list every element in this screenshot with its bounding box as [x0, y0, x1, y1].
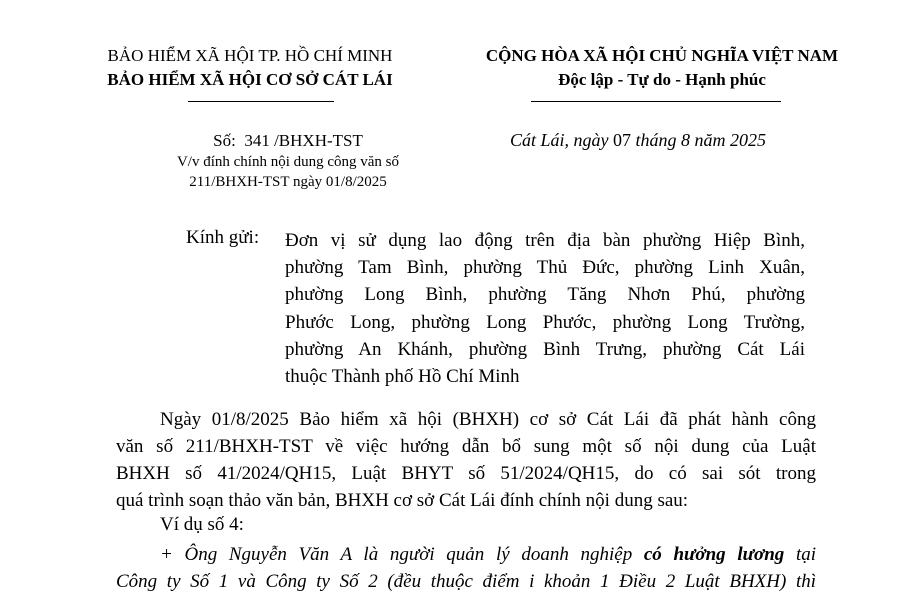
issue-date	[510, 130, 766, 151]
document-number-suffix: /BHXH-TST	[274, 131, 363, 150]
addressee-line: phường An Khánh, phường Bình Trưng, phường Cát Lái	[285, 338, 805, 360]
agency-name: BẢO HIỂM XÃ HỘI CƠ SỞ CÁT LÁI	[107, 70, 393, 89]
paragraph-line: văn số 211/BHXH-TST về việc hướng dẫn bổ sung một số nội dung của Luật	[116, 436, 816, 457]
example-line-2: Công ty Số 1 và Công ty Số 2 (đều thuộc điểm i khoản 1 Điều 2 Luật BHXH) thì	[116, 571, 816, 592]
number-label: Số:	[213, 131, 236, 150]
addressee-line: Phước Long, phường Long Phước, phường Long Trường,	[285, 311, 805, 333]
document-reference	[108, 130, 468, 192]
addressee-block	[285, 227, 805, 390]
addressee-label: Kính gửi:	[186, 227, 260, 248]
paragraph-line: Ngày 01/8/2025 Bảo hiểm xã hội (BHXH) cơ sở Cát Lái đã phát hành công	[160, 409, 816, 430]
date-day: 07	[613, 130, 632, 150]
document-number: 341	[244, 131, 270, 150]
agency-underline	[188, 101, 334, 102]
date-rest: tháng 8 năm 2025	[635, 130, 767, 150]
addressee-line: phường Long Bình, phường Tăng Nhơn Phú, phường	[285, 284, 805, 306]
example-line-1	[116, 541, 816, 568]
national-header	[452, 44, 872, 92]
agency-parent-name: BẢO HIỂM XÃ HỘI TP. HỒ CHÍ MINH	[107, 46, 393, 65]
body-paragraph-1	[116, 406, 816, 514]
agency-header	[60, 44, 440, 92]
example-text-end: tại	[784, 544, 817, 565]
example-emphasis: có hưởng lương	[643, 544, 785, 565]
paragraph-line: quá trình soạn thảo văn bản, BHXH cơ sở Cát Lái đính chính nội dung sau:	[116, 490, 689, 511]
paragraph-line: BHXH số 41/2024/QH15, Luật BHYT số 51/2024/QH15, do có sai sót trong	[116, 463, 816, 484]
example-paragraph	[116, 541, 816, 595]
addressee-line: phường Tam Bình, phường Thủ Đức, phường Linh Xuân,	[285, 257, 805, 279]
national-motto: Độc lập - Tự do - Hạnh phúc	[558, 70, 766, 89]
document-number-line	[108, 130, 468, 152]
addressee-line: Đơn vị sử dụng lao động trên địa bàn phường Hiệp Bình,	[285, 230, 805, 251]
example-text: + Ông Nguyễn Văn A là người quản lý doanh nghiệp	[160, 544, 644, 565]
country-name: CỘNG HÒA XÃ HỘI CHỦ NGHĨA VIỆT NAM	[485, 46, 839, 65]
date-place-prefix: Cát Lái, ngày	[510, 130, 609, 150]
addressee-line: thuộc Thành phố Hồ Chí Minh	[285, 366, 520, 388]
motto-underline	[531, 101, 781, 102]
subject-line-2: 211/BHXH-TST ngày 01/8/2025	[189, 174, 387, 190]
example-label: Ví dụ số 4:	[160, 514, 244, 535]
subject-line-1: V/v đính chính nội dung công văn số	[176, 154, 400, 170]
